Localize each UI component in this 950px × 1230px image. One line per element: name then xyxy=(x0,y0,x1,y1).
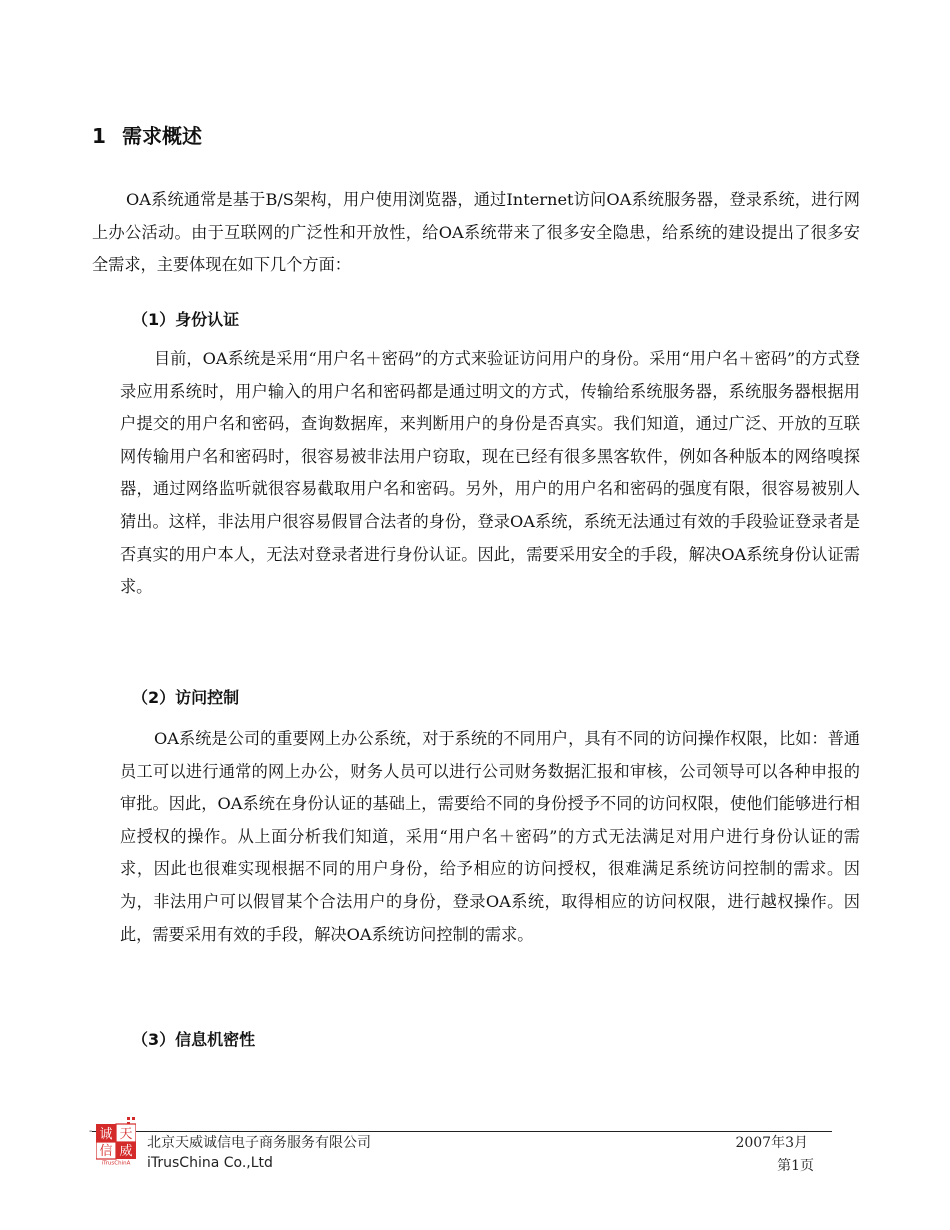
paragraph-access-control: OA系统是公司的重要网上办公系统，对于系统的不同用户，具有不同的访问操作权限，比如：普通员工可以进行通常的网上办公，财务人员可以进行公司财务数据汇报和审核，公司领导可以各种申报的审批。因此，OA系统在身份认证的基础上，需要给不同的身份授予不同的访问权限，使他们能够进行相应授权的操作。从上面分析我们知道，采用“用户名＋密码”的方式无法满足对用户进行身份认证的需求，因此也很难实现根据不同的用户身份，给予相应的访问授权，很难满足系统访问控制的需求。因为，非法用户可以假冒某个合法用户的身份，登录OA系统，取得相应的访问权限，进行越权操作。因此，需要采用有效的手段，解决OA系统访问控制的需求。 xyxy=(120,729,860,944)
svg-text:天: 天 xyxy=(119,1127,133,1142)
subheading-confidentiality: （3）信息机密性 xyxy=(132,1030,256,1049)
footer-company-en: iTrusChina Co.,Ltd xyxy=(147,1155,273,1171)
intro-paragraph: OA系统通常是基于B/S架构，用户使用浏览器，通过Internet访问OA系统服务器，登录系统，进行网上办公活动。由于互联网的广泛性和开放性，给OA系统带来了很多安全隐患，给系统的建设提出了很多安全需求，主要体现在如下几个方面： xyxy=(92,190,860,275)
footer-company-cn: 北京天威诚信电子商务服务有限公司 xyxy=(147,1135,371,1151)
svg-text:iTrusChinA: iTrusChinA xyxy=(101,1160,131,1165)
section-title: 需求概述 xyxy=(122,124,202,148)
logo-seal-icon xyxy=(96,1117,136,1165)
svg-text:威: 威 xyxy=(119,1144,133,1159)
subheading-identity-auth: （1）身份认证 xyxy=(132,310,240,329)
subheading-access-control: （2）访问控制 xyxy=(132,688,240,707)
footer-page-number: 第1页 xyxy=(777,1158,814,1174)
footer-date: 2007年3月 xyxy=(735,1135,808,1151)
footer-mark: - xyxy=(89,1126,93,1137)
paragraph-identity-auth: 目前，OA系统是采用“用户名＋密码”的方式来验证访问用户的身份。采用“用户名＋密码”的方式登录应用系统时，用户输入的用户名和密码都是通过明文的方式，传输给系统服务器，系统服务器根据用户提交的用户名和密码，查询数据库，来判断用户的身份是否真实。我们知道，通过广泛、开放的互联网传输用户名和密码时，很容易被非法用户窃取，现在已经有很多黑客软件，例如各种版本的网络嗅探器，通过网络监听就很容易截取用户名和密码。另外，用户的用户名和密码的强度有限，很容易被别人猜出。这样，非法用户很容易假冒合法者的身份，登录OA系统，系统无法通过有效的手段验证登录者是否真实的用户本人，无法对登录者进行身份认证。因此，需要采用安全的手段，解决OA系统身份认证需求。 xyxy=(120,349,860,597)
company-logo xyxy=(96,1117,136,1165)
svg-text:诚: 诚 xyxy=(99,1127,113,1142)
section-number: 1 xyxy=(92,124,106,148)
svg-text:信: 信 xyxy=(99,1144,113,1159)
section-heading xyxy=(92,120,202,149)
